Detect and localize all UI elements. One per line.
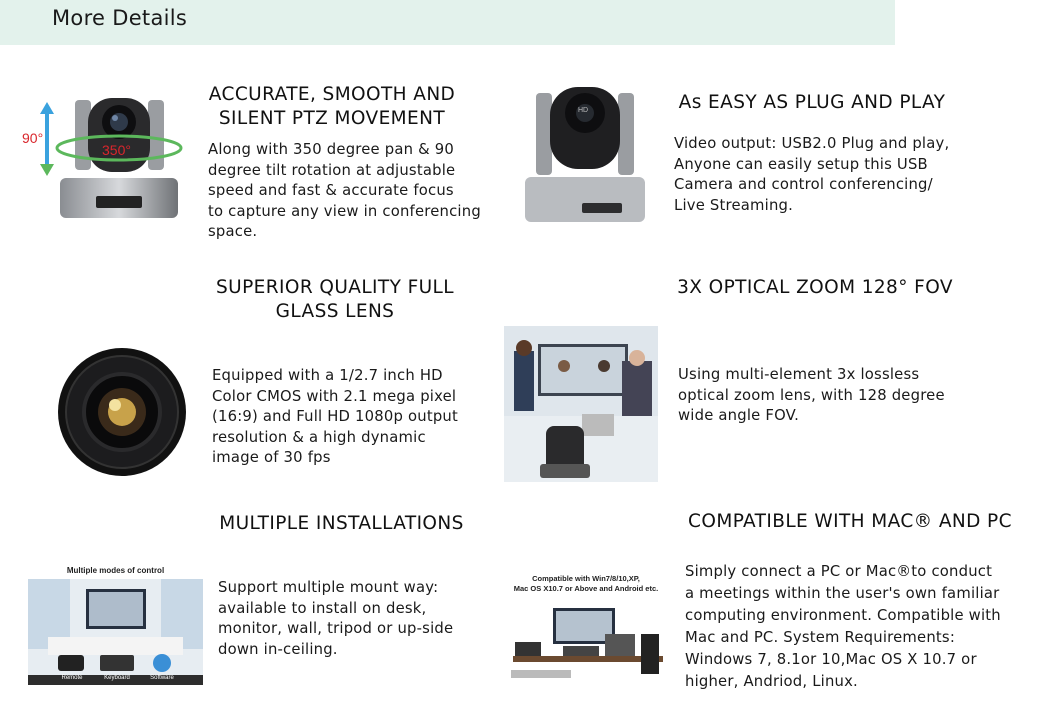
compatibility-image-caption: Compatible with Win7/8/10,XP, Mac OS X10.7 or Above and Android etc. [513, 574, 659, 593]
pan-angle-label: 350° [102, 142, 131, 158]
usb-camera-image [520, 85, 650, 225]
conference-room-image [504, 326, 658, 482]
installation-label-software: Software [150, 675, 174, 681]
installation-label-keyboard: Keyboard [104, 675, 130, 681]
section-body-lens: Equipped with a 1/2.7 inch HD Color CMOS with 2.1 mega pixel (16:9) and Full HD 1080p output resolution & a high dynamic image of 30 fps [212, 367, 459, 466]
page-title: More Details [52, 6, 188, 30]
section-body-ptz: Along with 350 degree pan & 90 degree tilt rotation at adjustable speed and fast & accurate focus to capture any view in conferencing space. [208, 141, 481, 240]
section-title-zoom: 3X OPTICAL ZOOM 128° FOV [677, 277, 953, 298]
compatibility-image [505, 572, 667, 684]
installation-modes-image [28, 565, 203, 685]
installation-image-heading: Multiple modes of control [66, 566, 165, 575]
section-body-zoom: Using multi-element 3x lossless optical zoom lens, with 128 degree wide angle FOV. [678, 366, 945, 424]
glass-lens-image [55, 345, 190, 480]
section-title-compatible: COMPATIBLE WITH MAC® AND PC [688, 511, 1012, 532]
installation-label-remote: Remote [61, 675, 83, 681]
lens-hd-label: HD [578, 107, 589, 114]
section-title-lens: SUPERIOR QUALITY FULL GLASS LENS [216, 277, 454, 322]
section-title-installations: MULTIPLE INSTALLATIONS [219, 513, 464, 534]
tilt-angle-label: 90° [22, 130, 44, 146]
section-body-installations: Support multiple mount way: available to install on desk, monitor, wall, tripod or up-side down in-ceiling. [218, 579, 454, 658]
section-body-compatible: Simply connect a PC or Mac®to conduct a meetings within the user's own familiar computing environment. Compatible with Mac and PC. System Requirements: Windows 7, 8.1or 10,Mac OS X 10.7 or higher, Andriod, Linux. [685, 563, 1001, 690]
section-body-plug-play: Video output: USB2.0 Plug and play, Anyone can easily setup this USB Camera and control conferencing/ Live Streaming. [674, 135, 950, 214]
ptz-camera-image [20, 88, 190, 223]
section-title-ptz: ACCURATE, SMOOTH AND SILENT PTZ MOVEMENT [208, 84, 456, 129]
header-bar [0, 0, 895, 45]
section-title-plug-play: As EASY AS PLUG AND PLAY [678, 92, 946, 113]
